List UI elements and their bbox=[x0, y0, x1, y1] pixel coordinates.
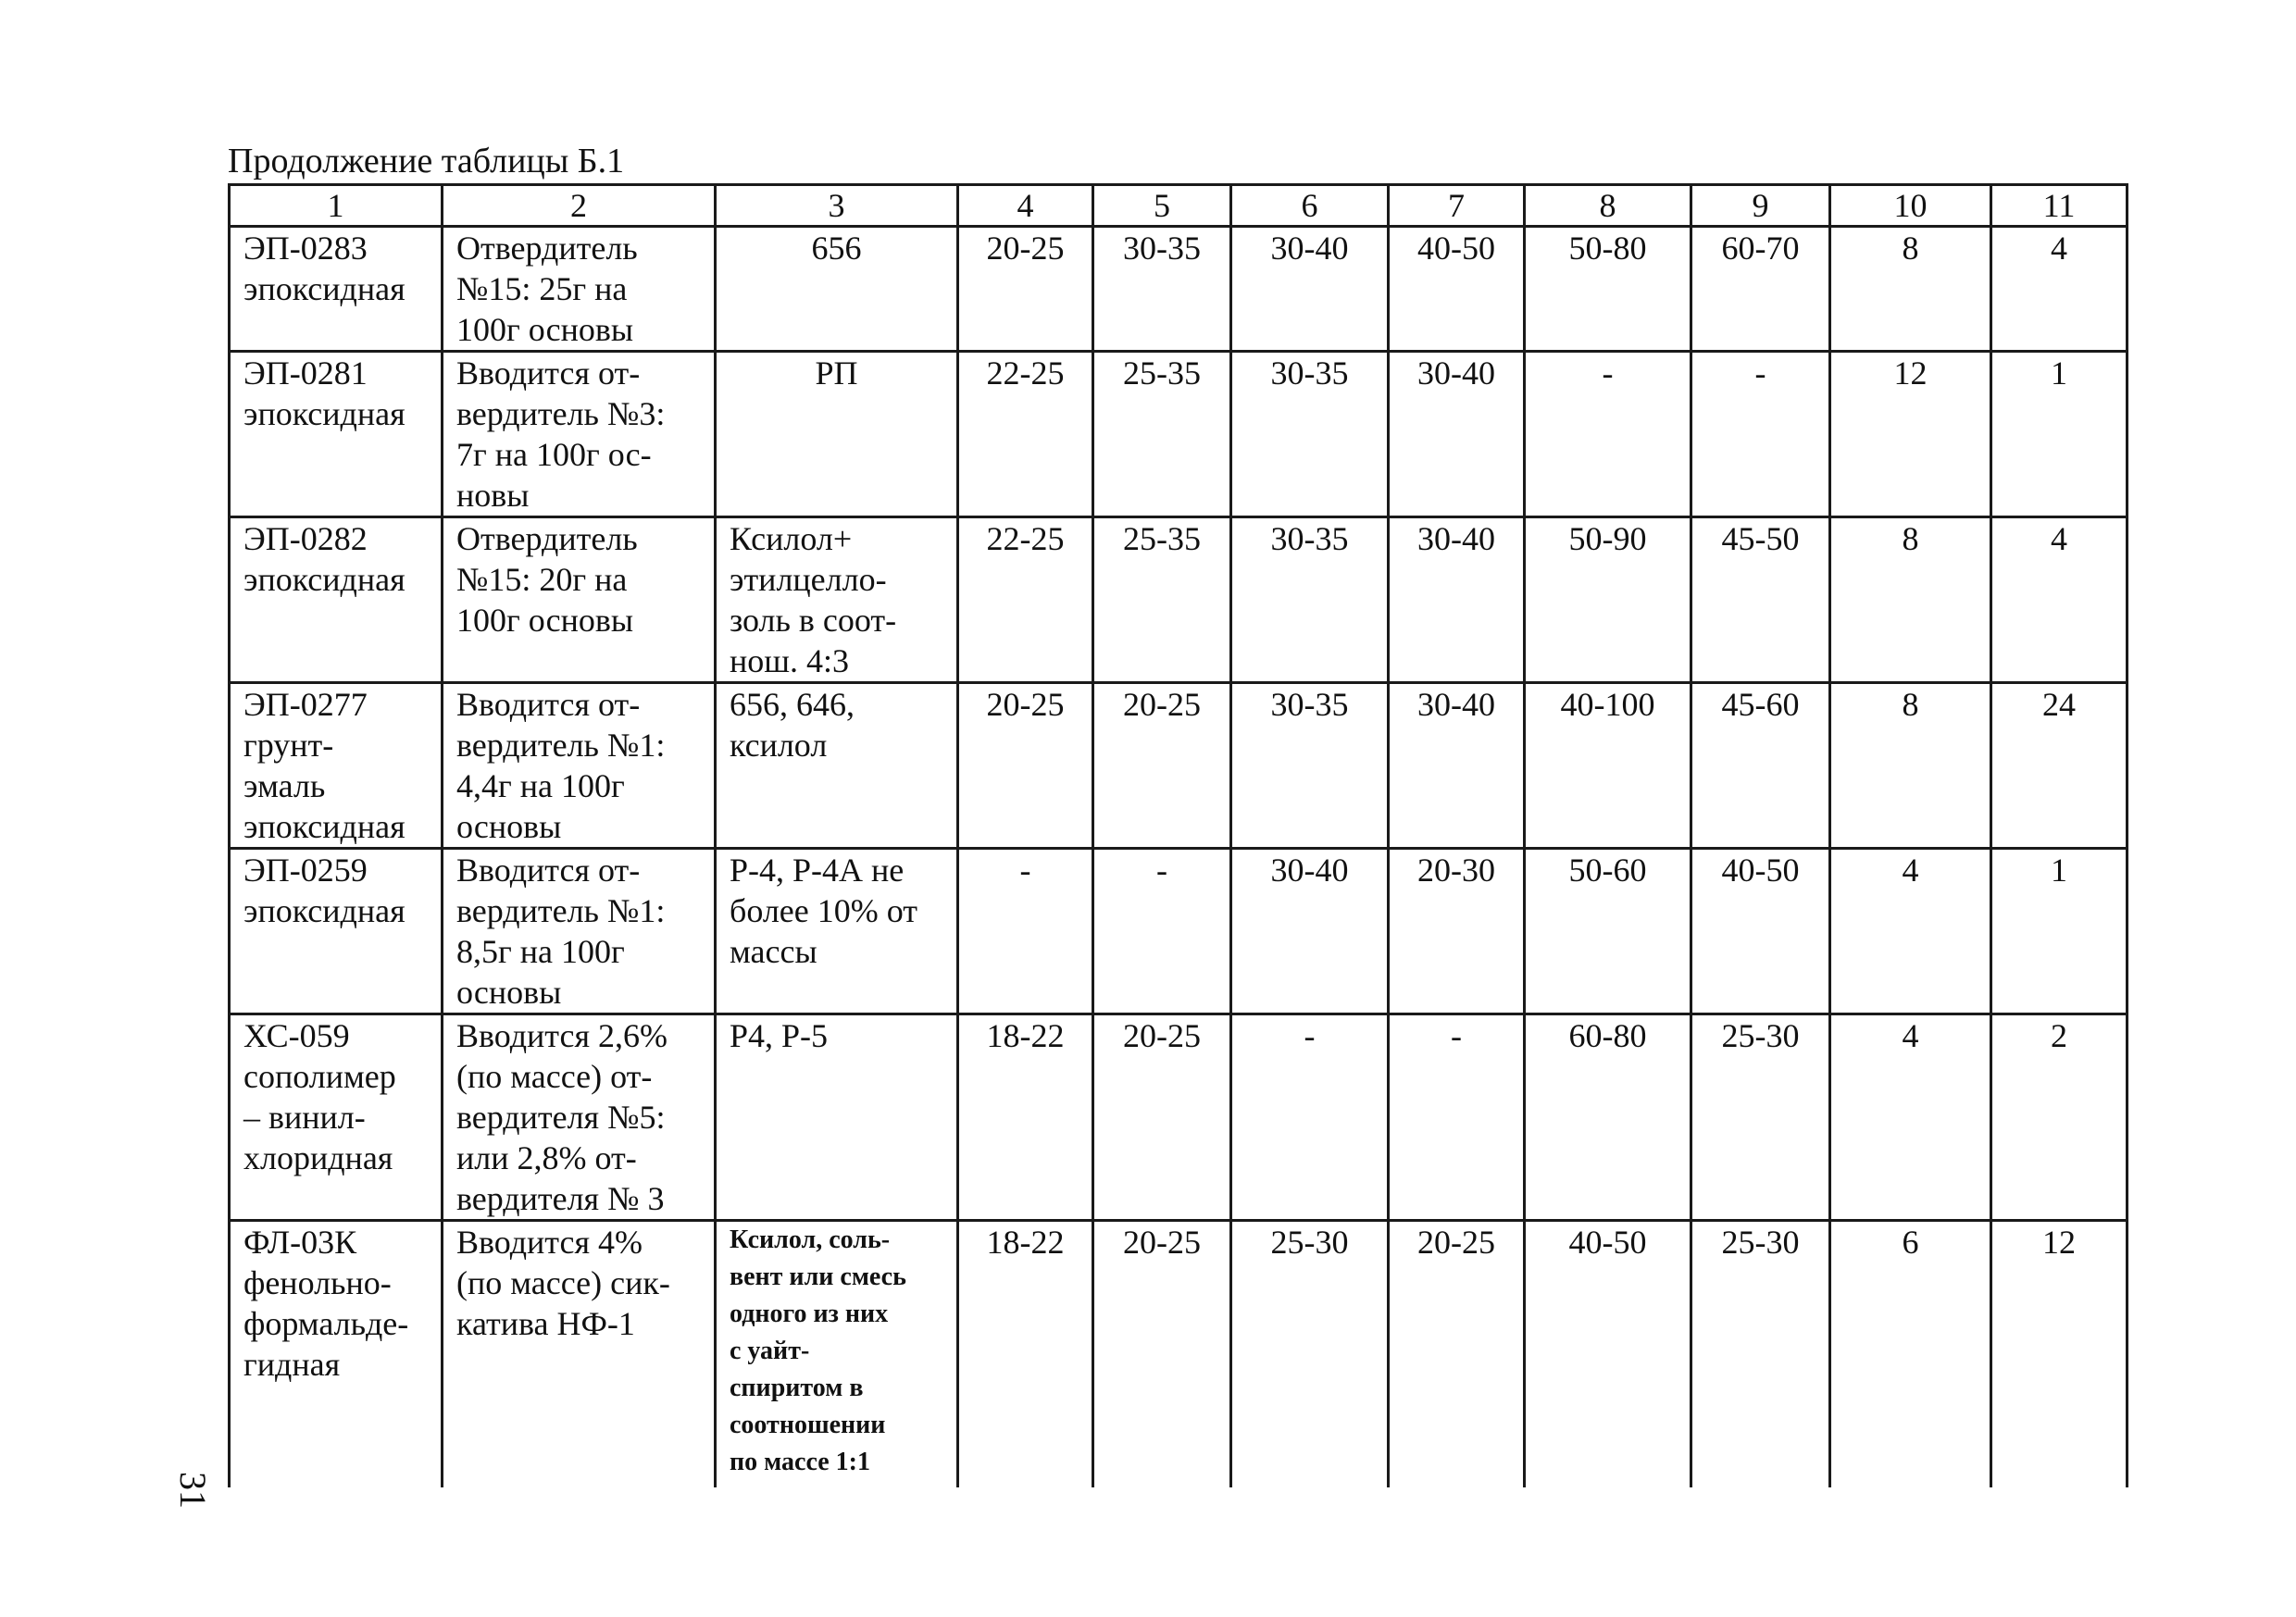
table-cell: 30-40 bbox=[1389, 517, 1525, 683]
cell-text-line: массы bbox=[730, 933, 817, 970]
table-cell: 30-40 bbox=[1389, 352, 1525, 517]
table-row bbox=[230, 352, 2128, 517]
table-cell: 1 bbox=[1991, 849, 2128, 1014]
column-header: 1 bbox=[230, 185, 443, 227]
table-cell: 4 bbox=[1830, 849, 1991, 1014]
table-cell bbox=[716, 227, 958, 352]
column-header: 4 bbox=[958, 185, 1093, 227]
table-cell bbox=[230, 227, 443, 352]
table-cell: 6 bbox=[1830, 1221, 1991, 1487]
table-cell bbox=[230, 1221, 443, 1487]
cell-text-line: гидная bbox=[243, 1346, 341, 1383]
table-cell: 22-25 bbox=[958, 517, 1093, 683]
cell-text-line: вердителя №5: bbox=[456, 1099, 666, 1136]
cell-text-line: хлоридная bbox=[243, 1139, 393, 1176]
page-number: 31 bbox=[172, 1472, 214, 1509]
table-cell: - bbox=[1093, 849, 1231, 1014]
table-cell bbox=[443, 849, 716, 1014]
table-cell: 30-35 bbox=[1093, 227, 1231, 352]
table-cell: 40-100 bbox=[1525, 683, 1691, 849]
column-header: 11 bbox=[1991, 185, 2128, 227]
cell-text-line: новы bbox=[456, 477, 530, 514]
cell-text-line: 656, 646, bbox=[730, 686, 855, 723]
table-cell: 30-40 bbox=[1389, 683, 1525, 849]
table-cell: 25-30 bbox=[1691, 1221, 1830, 1487]
cell-text-line: Вводится от- bbox=[456, 354, 641, 392]
table-cell bbox=[443, 352, 716, 517]
table-cell bbox=[716, 517, 958, 683]
table-row bbox=[230, 849, 2128, 1014]
cell-text-line: Вводится от- bbox=[456, 686, 641, 723]
cell-text-line: основы bbox=[456, 808, 562, 845]
table-cell: 40-50 bbox=[1525, 1221, 1691, 1487]
table-cell: 20-25 bbox=[1093, 1221, 1231, 1487]
table-cell bbox=[230, 1014, 443, 1221]
table-cell: 30-35 bbox=[1231, 352, 1389, 517]
column-header: 5 bbox=[1093, 185, 1231, 227]
cell-text-line: ХС-059 bbox=[243, 1017, 350, 1054]
table-cell: 8 bbox=[1830, 683, 1991, 849]
cell-text-line: (по массе) сик- bbox=[456, 1264, 670, 1301]
table-cell: 25-35 bbox=[1093, 352, 1231, 517]
table-cell: 25-30 bbox=[1231, 1221, 1389, 1487]
table-row bbox=[230, 1014, 2128, 1221]
cell-text-line: или 2,8% от- bbox=[456, 1139, 637, 1176]
table-cell: 4 bbox=[1830, 1014, 1991, 1221]
table-cell: - bbox=[1389, 1014, 1525, 1221]
cell-text-line: ЭП-0277 bbox=[243, 686, 368, 723]
table-cell: 30-40 bbox=[1231, 849, 1389, 1014]
cell-text-line: ксилол bbox=[730, 727, 828, 764]
table-cell: 45-60 bbox=[1691, 683, 1830, 849]
table-cell bbox=[716, 849, 958, 1014]
cell-text-line: вент или смесь bbox=[730, 1263, 906, 1291]
table-cell bbox=[443, 683, 716, 849]
table-row bbox=[230, 683, 2128, 849]
cell-text-line: соотношении bbox=[730, 1411, 886, 1439]
table-cell: 20-25 bbox=[1389, 1221, 1525, 1487]
cell-text-line: одного из них bbox=[730, 1300, 889, 1328]
cell-text-line: ФЛ-03К bbox=[243, 1224, 357, 1261]
cell-text-line: РП bbox=[815, 354, 858, 392]
cell-text-line: формальде- bbox=[243, 1305, 409, 1342]
cell-text-line: Отвердитель bbox=[456, 520, 638, 557]
table-cell: 30-35 bbox=[1231, 517, 1389, 683]
cell-text-line: эпоксидная bbox=[243, 270, 406, 307]
table-cell bbox=[230, 683, 443, 849]
table-cell: 12 bbox=[1991, 1221, 2128, 1487]
cell-text-line: Ксилол, соль- bbox=[730, 1225, 891, 1254]
data-table bbox=[228, 183, 2128, 1487]
table-cell: 50-90 bbox=[1525, 517, 1691, 683]
cell-text-line: эпоксидная bbox=[243, 892, 406, 929]
table-cell bbox=[443, 1014, 716, 1221]
cell-text-line: Р-4, Р-4А не bbox=[730, 852, 905, 889]
table-cell: 4 bbox=[1991, 227, 2128, 352]
column-header: 2 bbox=[443, 185, 716, 227]
table-cell: 18-22 bbox=[958, 1221, 1093, 1487]
cell-text-line: 4,4г на 100г bbox=[456, 767, 625, 804]
cell-text-line: эмаль bbox=[243, 767, 326, 804]
table-cell: 20-30 bbox=[1389, 849, 1525, 1014]
cell-text-line: №15: 25г на bbox=[456, 270, 628, 307]
cell-text-line: нош. 4:3 bbox=[730, 642, 849, 679]
table-cell: 40-50 bbox=[1691, 849, 1830, 1014]
table-row bbox=[230, 517, 2128, 683]
cell-text-line: Вводится 2,6% bbox=[456, 1017, 668, 1054]
cell-text-line: катива НФ-1 bbox=[456, 1305, 635, 1342]
column-header: 6 bbox=[1231, 185, 1389, 227]
table-cell: - bbox=[1231, 1014, 1389, 1221]
table-cell: 25-35 bbox=[1093, 517, 1231, 683]
header-row bbox=[230, 185, 2128, 227]
table-cell: 40-50 bbox=[1389, 227, 1525, 352]
cell-text-line: 656 bbox=[811, 230, 862, 267]
cell-text-line: №15: 20г на bbox=[456, 561, 628, 598]
cell-text-line: Вводится от- bbox=[456, 852, 641, 889]
cell-text-line: основы bbox=[456, 974, 562, 1011]
table-cell: - bbox=[1691, 352, 1830, 517]
column-header: 10 bbox=[1830, 185, 1991, 227]
table-cell bbox=[230, 517, 443, 683]
table-row bbox=[230, 1221, 2128, 1487]
cell-text-line: по массе 1:1 bbox=[730, 1448, 870, 1476]
table-caption: Продолжение таблицы Б.1 bbox=[228, 142, 625, 180]
table-row bbox=[230, 227, 2128, 352]
table-cell: 20-25 bbox=[958, 683, 1093, 849]
cell-text-line: эпоксидная bbox=[243, 561, 406, 598]
table-cell: 8 bbox=[1830, 517, 1991, 683]
column-header: 7 bbox=[1389, 185, 1525, 227]
column-header: 3 bbox=[716, 185, 958, 227]
table-cell: 8 bbox=[1830, 227, 1991, 352]
cell-text-line: Отвердитель bbox=[456, 230, 638, 267]
table-cell bbox=[716, 352, 958, 517]
table-cell bbox=[716, 683, 958, 849]
table-cell: 20-25 bbox=[1093, 1014, 1231, 1221]
cell-text-line: Р4, Р-5 bbox=[730, 1017, 829, 1054]
cell-text-line: Вводится 4% bbox=[456, 1224, 643, 1261]
table-cell: 20-25 bbox=[1093, 683, 1231, 849]
table-cell bbox=[716, 1221, 958, 1487]
table-cell bbox=[716, 1014, 958, 1221]
cell-text-line: спиритом в bbox=[730, 1374, 864, 1402]
cell-text-line: вердитель №3: bbox=[456, 395, 666, 432]
cell-text-line: вердитель №1: bbox=[456, 727, 666, 764]
cell-text-line: 7г на 100г ос- bbox=[456, 436, 652, 473]
cell-text-line: вердителя № 3 bbox=[456, 1180, 665, 1217]
cell-text-line: сополимер bbox=[243, 1058, 396, 1095]
table-cell bbox=[443, 517, 716, 683]
cell-text-line: 100г основы bbox=[456, 602, 634, 639]
table-cell: - bbox=[958, 849, 1093, 1014]
table-cell: 24 bbox=[1991, 683, 2128, 849]
cell-text-line: эпоксидная bbox=[243, 395, 406, 432]
cell-text-line: с уайт- bbox=[730, 1337, 810, 1365]
table-cell: 60-80 bbox=[1525, 1014, 1691, 1221]
cell-text-line: вердитель №1: bbox=[456, 892, 666, 929]
table-cell: 12 bbox=[1830, 352, 1991, 517]
table-cell bbox=[443, 227, 716, 352]
cell-text-line: ЭП-0281 bbox=[243, 354, 368, 392]
cell-text-line: ЭП-0282 bbox=[243, 520, 368, 557]
cell-text-line: Ксилол+ bbox=[730, 520, 853, 557]
cell-text-line: (по массе) от- bbox=[456, 1058, 653, 1095]
table-cell bbox=[443, 1221, 716, 1487]
cell-text-line: этилцелло- bbox=[730, 561, 887, 598]
table-cell: 30-35 bbox=[1231, 683, 1389, 849]
table-cell: 50-80 bbox=[1525, 227, 1691, 352]
cell-text-line: более 10% от bbox=[730, 892, 918, 929]
cell-text-line: ЭП-0259 bbox=[243, 852, 368, 889]
table-cell: 2 bbox=[1991, 1014, 2128, 1221]
cell-text-line: эпоксидная bbox=[243, 808, 406, 845]
table-cell: 22-25 bbox=[958, 352, 1093, 517]
cell-text-line: фенольно- bbox=[243, 1264, 392, 1301]
cell-text-line: ЭП-0283 bbox=[243, 230, 368, 267]
cell-text-line: 8,5г на 100г bbox=[456, 933, 625, 970]
table-cell: 20-25 bbox=[958, 227, 1093, 352]
column-header: 9 bbox=[1691, 185, 1830, 227]
cell-text-line: золь в соот- bbox=[730, 602, 897, 639]
table-cell: 25-30 bbox=[1691, 1014, 1830, 1221]
cell-text-line: 100г основы bbox=[456, 311, 634, 348]
column-header: 8 bbox=[1525, 185, 1691, 227]
table-cell: 4 bbox=[1991, 517, 2128, 683]
table-cell bbox=[230, 352, 443, 517]
cell-text-line: – винил- bbox=[243, 1099, 366, 1136]
table-cell: 18-22 bbox=[958, 1014, 1093, 1221]
table-cell: 60-70 bbox=[1691, 227, 1830, 352]
table-cell: - bbox=[1525, 352, 1691, 517]
table-cell bbox=[230, 849, 443, 1014]
table-cell: 1 bbox=[1991, 352, 2128, 517]
cell-text-line: грунт- bbox=[243, 727, 334, 764]
table-cell: 30-40 bbox=[1231, 227, 1389, 352]
table-cell: 45-50 bbox=[1691, 517, 1830, 683]
table-cell: 50-60 bbox=[1525, 849, 1691, 1014]
